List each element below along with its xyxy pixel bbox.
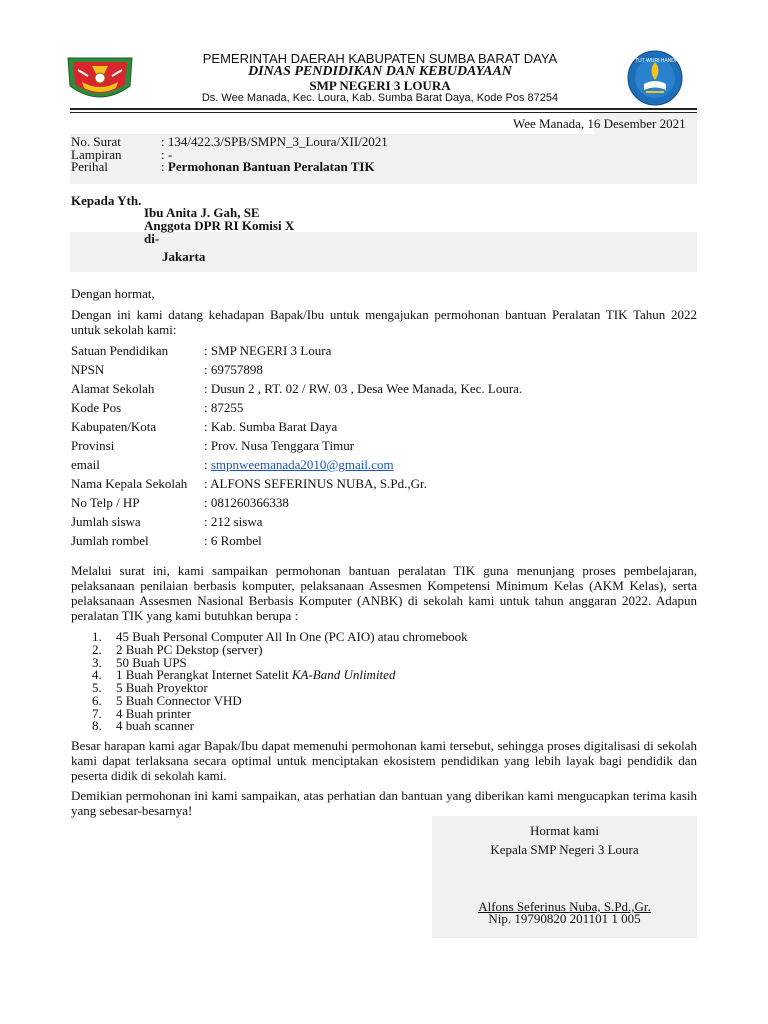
- right-logo-text: TUT WURI HANDAYANI: [635, 58, 690, 64]
- info-value: : 212 siswa: [204, 514, 263, 529]
- meta-label-no-surat: No. Surat: [71, 134, 121, 149]
- list-item-text: 5 Buah Connector VHD: [116, 693, 242, 708]
- info-label: Provinsi: [71, 438, 115, 453]
- list-item-italic-text: KA-Band Unlimited: [291, 667, 396, 682]
- info-value: : ALFONS SEFERINUS NUBA, S.Pd.,Gr.: [204, 476, 427, 491]
- meta-label-perihal: Perihal: [71, 159, 108, 174]
- intro-paragraph: Dengan ini kami datang kehadapan Bapak/Ibu untuk mengajukan permohonan bantuan Peralatan TIK Tahun 2022 untuk sekolah kami:: [71, 307, 697, 337]
- info-value: : Kab. Sumba Barat Daya: [204, 419, 338, 434]
- list-item-text: 2 Buah PC Dekstop (server): [116, 642, 263, 657]
- list-item-number: 1.: [92, 629, 102, 644]
- letterhead-line-2: DINAS PENDIDIKAN DAN KEBUDAYAAN: [248, 64, 512, 79]
- recipient-at: di-: [144, 231, 160, 246]
- info-email-colon: :: [204, 457, 211, 472]
- info-value: : 6 Rombel: [204, 533, 262, 548]
- recipient-name: Ibu Anita J. Gah, SE: [144, 205, 260, 220]
- info-email-line: [204, 457, 394, 473]
- meta-perihal-line: [161, 159, 375, 175]
- signature-title: Kepala SMP Negeri 3 Loura: [490, 842, 639, 857]
- info-label: email: [71, 457, 100, 472]
- list-item-text: 45 Buah Personal Computer All In One (PC AIO) atau chromebook: [116, 629, 468, 644]
- list-item-text: 4 buah scanner: [116, 718, 194, 733]
- list-item-text: 5 Buah Proyektor: [116, 680, 208, 695]
- letterhead-line-3: SMP NEGERI 3 LOURA: [309, 78, 451, 93]
- info-value: : SMP NEGERI 3 Loura: [204, 343, 332, 358]
- letterhead-address: Ds. Wee Manada, Kec. Loura, Kab. Sumba Barat Daya, Kode Pos 87254: [201, 92, 559, 104]
- meta-value-no-surat: : 134/422.3/SPB/SMPN_3_Loura/XII/2021: [161, 134, 388, 149]
- list-item-text: 4 Buah printer: [116, 706, 192, 721]
- info-value: : 87255: [204, 400, 244, 415]
- letterhead-line-1: PEMERINTAH DAERAH KABUPATEN SUMBA BARAT DAYA: [202, 51, 558, 66]
- info-label: Alamat Sekolah: [71, 381, 155, 396]
- signature-regards: Hormat kami: [530, 823, 599, 838]
- list-item-number: 7.: [92, 706, 102, 721]
- signature-name: Alfons Seferinus Nuba, S.Pd.,Gr.: [478, 899, 651, 914]
- info-label: Nama Kepala Sekolah: [71, 476, 188, 491]
- meta-value-lampiran: : -: [161, 147, 173, 162]
- info-value: : 081260366338: [204, 495, 289, 510]
- email-link[interactable]: smpnweemanada2010@gmail.com: [210, 457, 394, 472]
- body-paragraph: Melalui surat ini, kami sampaikan permohonan bantuan peralatan TIK guna menunjang proses pembelajaran, pelaksanaan penilaian berbasis komputer, pelaksanaan Assesmen Kompetensi Minimum Kelas (AKM Kelas), serta pelaksanaan Assesmen Nasional Berbasis Komputer (ANBK) di sekolah kami untuk tahun anggaran 2022. Adapun peralatan TIK yang kami butuhkan berupa :: [71, 563, 697, 623]
- info-label: NPSN: [71, 362, 105, 377]
- regional-emblem-logo: [64, 52, 136, 108]
- recipient-city: Jakarta: [162, 249, 206, 264]
- list-item-number: 5.: [92, 680, 102, 695]
- date-line: Wee Manada, 16 Desember 2021: [513, 116, 686, 131]
- letterhead-rule-thin: [70, 112, 697, 113]
- list-item-number: 4.: [92, 667, 102, 682]
- list-item-text: 1 Buah Perangkat Internet Satelit: [116, 667, 292, 682]
- closing-paragraph: Demikian permohonan ini kami sampaikan, atas perhatian dan bantuan yang diberikan kami mengucapkan terima kasih yang sebesar-besarnya!: [71, 788, 697, 818]
- info-label: Jumlah siswa: [71, 514, 141, 529]
- info-label: Satuan Pendidikan: [71, 343, 169, 358]
- list-item-number: 2.: [92, 642, 102, 657]
- greeting: Dengan hormat,: [71, 286, 155, 301]
- recipient-heading: Kepada Yth.: [71, 193, 142, 208]
- meta-value-perihal: Permohonan Bantuan Peralatan TIK: [167, 159, 375, 174]
- meta-label-lampiran: Lampiran: [71, 147, 122, 162]
- info-value: : Prov. Nusa Tenggara Timur: [204, 438, 355, 453]
- recipient-position: Anggota DPR RI Komisi X: [144, 218, 295, 233]
- meta-colon-perihal: :: [161, 159, 168, 174]
- info-label: Jumlah rombel: [71, 533, 149, 548]
- hope-paragraph: Besar harapan kami agar Bapak/Ibu dapat memenuhi permohonan kami tersebut, sehingga proses digitalisasi di sekolah kami dapat terlaksana secara optimal untuk menciptakan ekosistem pendidikan yang lebih layak bagi pendidik dan peserta didik di sekolah kami.: [71, 738, 697, 783]
- letterhead-rule-thick: [70, 108, 697, 110]
- signature-nip: Nip. 19790820 201101 1 005: [488, 911, 641, 926]
- info-value: : 69757898: [204, 362, 263, 377]
- info-label: Kode Pos: [71, 400, 122, 415]
- info-label: Kabupaten/Kota: [71, 419, 157, 434]
- list-item-number: 3.: [92, 655, 102, 670]
- list-item-text: 50 Buah UPS: [116, 655, 187, 670]
- info-value: : Dusun 2 , RT. 02 / RW. 03 , Desa Wee Manada, Kec. Loura.: [204, 381, 523, 396]
- list-item-number: 6.: [92, 693, 102, 708]
- list-item-number: 8.: [92, 718, 102, 733]
- info-label: No Telp / HP: [71, 495, 140, 510]
